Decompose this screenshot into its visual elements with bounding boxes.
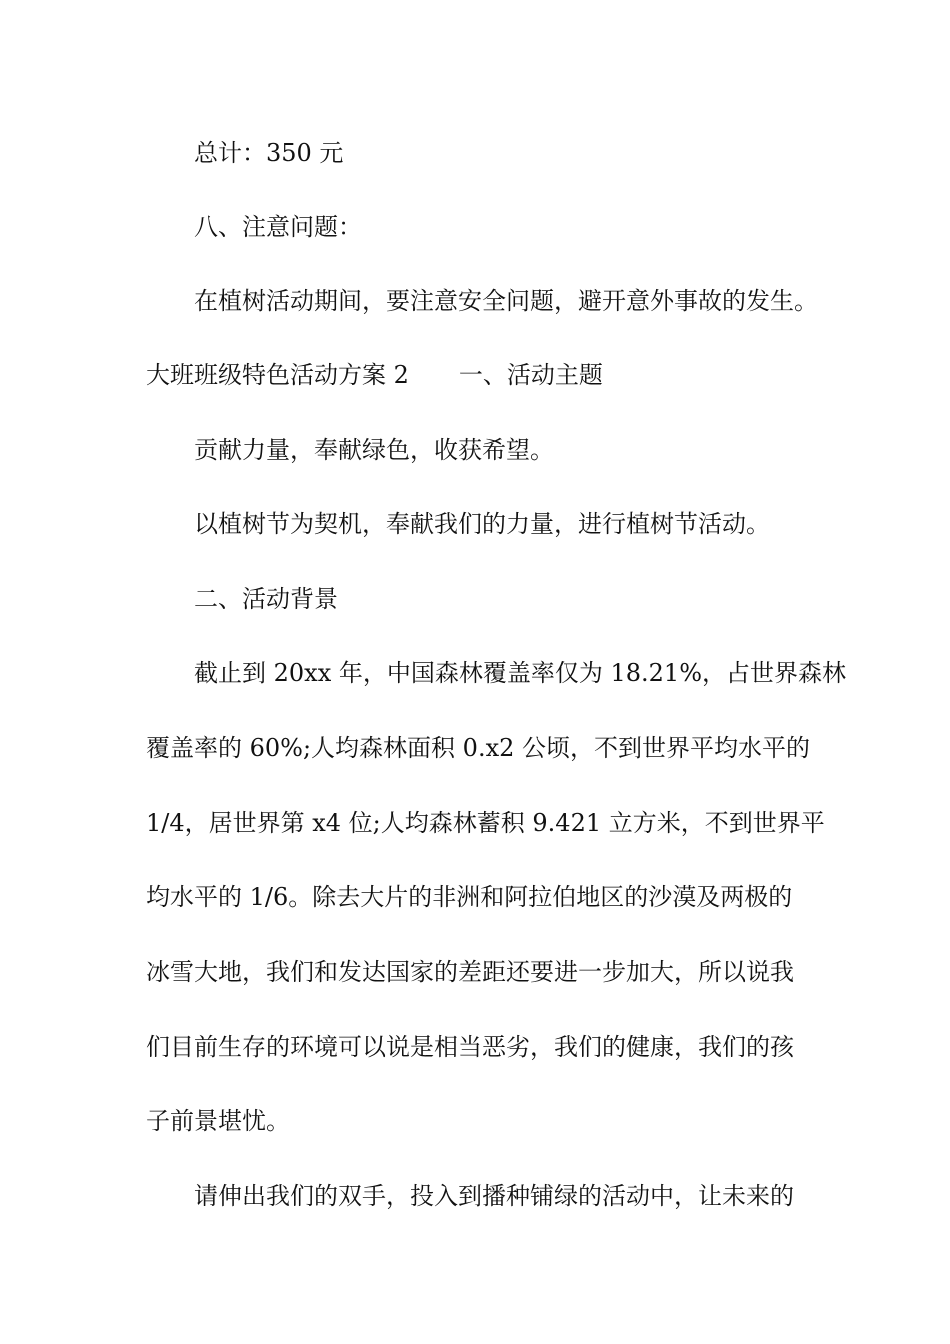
paragraph-line: 们目前生存的环境可以说是相当恶劣，我们的健康，我们的孩 — [146, 1033, 794, 1061]
paragraph-safety: 在植树活动期间，要注意安全问题，避开意外事故的发生。 — [194, 287, 818, 315]
paragraph-line: 冰雪大地，我们和发达国家的差距还要进一步加大，所以说我 — [146, 958, 794, 986]
paragraph-line: 请伸出我们的双手，投入到播种铺绿的活动中，让未来的 — [194, 1182, 794, 1210]
section-heading-background: 二、活动背景 — [194, 585, 338, 613]
paragraph-theme-slogan: 贡献力量，奉献绿色，收获希望。 — [194, 436, 554, 464]
paragraph-line: 覆盖率的 60%;人均森林面积 0.x2 公顷，不到世界平均水平的 — [146, 734, 811, 762]
section-heading-theme: 一、活动主题 — [458, 361, 603, 389]
plan-title-line — [146, 360, 603, 390]
paragraph-line: 截止到 20xx 年，中国森林覆盖率仅为 18.21%，占世界森林 — [194, 659, 847, 687]
paragraph-line: 均水平的 1/6。除去大片的非洲和阿拉伯地区的沙漠及两极的 — [146, 883, 793, 911]
paragraph-line: 子前景堪忧。 — [146, 1107, 290, 1135]
total-cost-line: 总计：350 元 — [194, 139, 344, 167]
plan-title: 大班班级特色活动方案 2 — [146, 361, 409, 389]
section-heading-notes: 八、注意问题： — [194, 213, 362, 241]
paragraph-theme-purpose: 以植树节为契机，奉献我们的力量，进行植树节活动。 — [194, 510, 770, 538]
paragraph-line: 1/4，居世界第 x4 位;人均森林蓄积 9.421 立方米，不到世界平 — [146, 809, 825, 837]
